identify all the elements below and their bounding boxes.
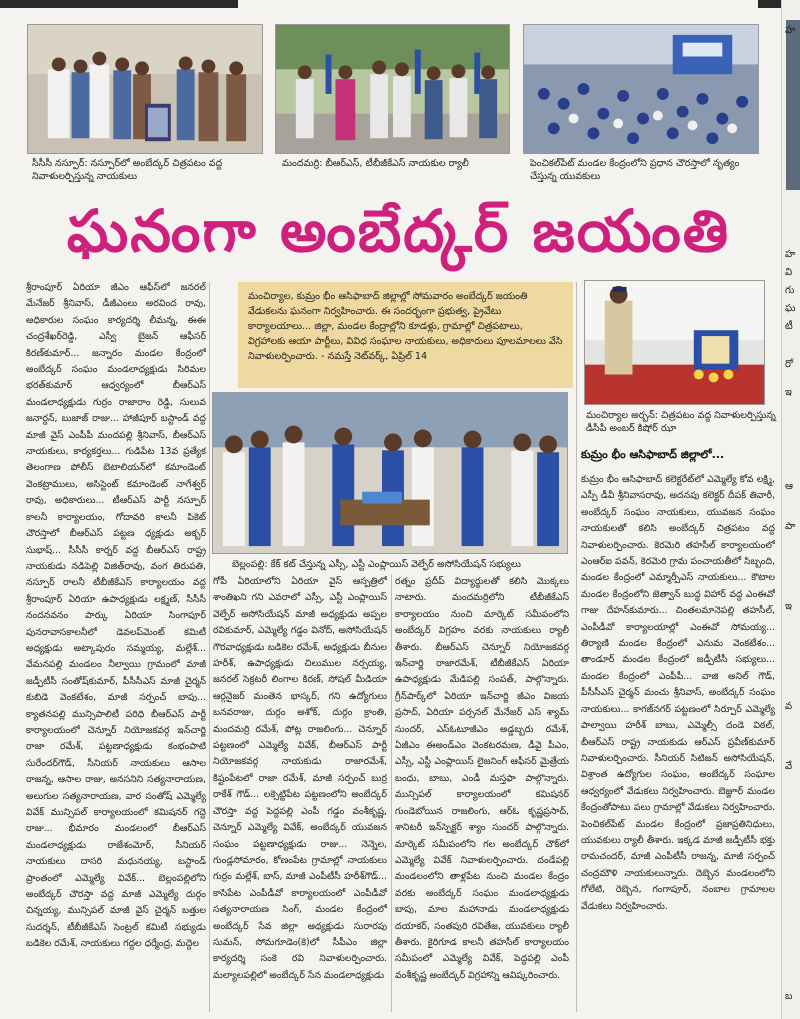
adjacent-glyph: ఇ	[785, 387, 792, 398]
adjacent-glyph: పా	[785, 521, 796, 532]
adjacent-glyph: వ	[785, 701, 793, 712]
district-subhead: కుమ్రం భీం ఆసిఫాబాద్ జిల్లాలో...	[581, 448, 725, 461]
caption-photo5: బెల్లంపల్లి: కేక్ కట్ చేస్తున్న ఎస్సీ, ఎస్టీ ఎంప్లాయిస్ వెల్ఫేర్ అసోసియేషన్ సభ్యులు	[232, 559, 521, 570]
summary-box: మంచిర్యాల, కుమ్రం భీం ఆసిఫాబాద్ జిల్లాల్లో సోమవారం అంబేద్కర్ జయంతి వేడుకలను ఘనంగా నిర్వహించారు. ఈ సందర్భంగా ప్రభుత్వ, ప్రైవేటు కార్యాలయాలు... జిల్లా, మండల కేంద్రాల్లోని కూడళ్లు, గ్రామాల్లో చిత్రపటాలు, విగ్రహాలకు ఆయా పార్టీలు, వివిధ సంఘాల నాయకులు, అధికారులు పూలమాలలు వేసి నివాళులర్పించారు. - నమస్తే నెట్‌వర్క్, ఏప్రిల్ 14	[238, 282, 573, 388]
adjacent-glyph: ఇ	[785, 601, 792, 612]
headline: ఘనంగా అంబేద్కర్ జయంతి	[66, 197, 731, 265]
article-column-2: గోపీ ఏరియాలోని ఏరియా వైస్ ఆస్పత్రిలో శాంతిఖని గని ఎవరాలో ఎస్సీ, ఎస్టీ ఎంప్లాయిస్ వెల్ఫేర్ అసోసియేషన్ మాజీ అధ్యక్షుడు అప్పల రవికుమార్, ఎమ్మెల్యే గడ్డం వినోద్, అసోసియేషన్ గౌరవాధ్యక్షుడు బడికెల రమేశ్, అధ్యక్షుడు బీనుల హరీశ్, ఉపాధ్యక్షుడు చిలుముల నర్సయ్య, జనరల్ సెక్రటరీ లింగాల కిరణ్, సోషల్ మీడియా ఆర్గనైజర్ మంతెన భాస్కర్, గని ఉద్యోగులు బనవరాజు, దుర్గం అశోక్, దుర్గం క్రాంతి, మందమర్రి రమేశ్, పోట్ల రాజలింగు... చెన్నూర్ పట్టణంలో ఎమ్మెల్యే వివేక్, బీఆర్ఎస్ పార్టీ నియోజకవర్గ నాయకుడు రాజారమేశ్, కిష్టంపేటలో రాజా రమేశ్, మాజీ సర్పంచ్ బుర్ర రాకేశ్ గౌడ్... లక్సెట్టిపేట పట్టణంలోని అంబేద్కర్ చౌరస్తా వద్ద పెద్దపల్లి ఎంపీ గడ్డం వంశీకృష్ణ, చెన్నూర్ ఎమ్మెల్యే వివేక్, అంబేద్కర్ యువజన సంఘం పట్టణాధ్యక్షుడు రాజు... నెన్నెల, గుండ్లసోమారం, కోణంపేట గ్రామాల్లో నాయకులు గుర్రం మల్లేశ్, బాస్, మాజీ ఎంపీటీసీ హరీశ్‌గౌడ్... కాసిపేట ఎంపీడీవో కార్యాలయంలో ఎంపీడీవో సత్యనారాయణ సింగ్, మండల కేంద్రంలో అంబేద్కర్ సేవ జిల్లా అధ్యక్షుడు సురారపు సుమన్, సోమగూడెం(కె)లో సీపీఎం జిల్లా కార్యదర్శి సంకె రవి నివాళులర్పించారు. మల్యాలపల్లిలో అంబేద్కర్ సేన మండలాధ్యక్షుడు	[213, 576, 387, 981]
photo-mandamarri-rally	[275, 24, 510, 154]
adjacent-glyph: బ	[785, 991, 793, 1002]
caption-photo1: సీసీసీ నస్పూర్: నస్పూర్‌లో అంబేద్కర్ చిత్రపటం వద్ద నివాళులర్పిస్తున్న నాయకులు	[32, 158, 223, 182]
adjacent-page-strip	[781, 0, 800, 1019]
column-divider	[576, 282, 577, 1012]
adjacent-glyph: గు	[785, 285, 795, 296]
adjacent-glyph: ఆ	[785, 481, 793, 492]
top-rule	[0, 0, 800, 8]
adjacent-photo	[786, 20, 800, 190]
adjacent-glyph: రో	[785, 359, 794, 370]
photo-dcp-tribute	[584, 280, 765, 405]
adjacent-glyph: ఘ	[785, 303, 796, 314]
adjacent-glyph: హ	[785, 25, 796, 36]
column-divider	[209, 282, 210, 1012]
article-column-4: కుమ్రం భీం ఆసిఫాబాద్ కలెక్టరేట్‌లో ఎమ్మెల్యే కోవ లక్ష్మి, ఎస్పీ డీవీ శ్రీనివాసరావు, అదనపు కలెక్టర్ దీపక్ తివారీ, అంబేద్కర్ సంఘం నాయకులు, యువజన సంఘం నాయకులతో కలిసి అంబేద్కర్ చిత్రపటం వద్ద నివాళులర్పించారు. కెరమెరి తహసీల్ కార్యాలయంలో ఎంఆర్‌ఐ పవన్, కెరమెరి గ్రామ పంచాయతీలో సిబ్బంది, మండల కేంద్రంలో ఎమ్మార్పీఎస్ నాయకులు... కౌటాల మండల కేంద్రంలోని జెత్వాన్ బుద్ధ విహార్ వద్ద ఎంఈవో గాజు దేహన్‌కుమారు... చింతలమానెపల్లి తహసీల్, ఎంపీడీవో కార్యాలయాల్లో ఎంఈవో సోమయ్య... తిర్యాణి మండల కేంద్రంలో ఎనుమ వెంకటేశం... తాండూర్ మండల కేంద్రంలో జడ్పీటీసీ సభ్యులు... మండల కేంద్రంలో ఎంపీపీ... వాజి అనిల్ గౌడ్, పీసీసీఎస్ చైర్మన్ మంచు శ్రీనివాస్, అంబేద్కర్ సంఘం నాయకులు... కాగజ్‌నగర్ పట్టణంలో సిర్పూర్ ఎమ్మెల్యే పాల్వాయి హరీశ్ బాబు, ఎమ్మెల్సీ దండె విఠల్, బీఆర్ఎస్ రాష్ట్ర నాయకుడు ఆర్ఎస్ ప్రవీణ్‌కుమార్ నివాళులర్పించారు. సీనియర్ సిటిజన్ అసోసియేషన్, విశ్రాంత ఉద్యోగుల సంఘం, అంబేద్కర్ సంఘాల ఆధ్వర్యంలో వేడుకలు నిర్వహించారు. బెజ్జూర్ మండల కేంద్రంతోపాటు పలు గ్రామాల్లో వేడుకలు నిర్వహించారు. పెంచికల్‌పేట్ మండల కేంద్రంలో ప్రజాప్రతినిధులు, యువకులు ర్యాలీ తీశారు. ఇక్కడ మాజీ జడ్పీటీసీ భక్తు రామచందర్, మాజీ ఎంపీటీసీ రాజన్న, మాజీ సర్పంచ్ చంద్రమౌళి నాయకులున్నారు. దెబ్బెన మండలంలోని గోలేటి, రెబ్బెన, గంగాపూర్, నంబాల గ్రామాలల వేడుకలు నిర్వహించారు.	[581, 474, 775, 912]
photo-nasspur-leaders	[27, 24, 263, 154]
adjacent-glyph: వే	[785, 761, 793, 772]
photo-bellampalli-cake	[212, 392, 568, 554]
article-column-3: రత్నం ప్రదీప్ విద్యార్థులతో కలిసి మొక్కలు నాటారు. మందమర్రిలోని టీబీజీకేఎస్ కార్యాలయం నుంచి మార్కెట్ సమీపంలోని అంబేద్కర్ విగ్రహం వరకు నాయకులు ర్యాలీ తీశారు. బీఆర్ఎస్ చెన్నూర్ నియోజకవర్గ ఇన్‌చార్జి రాజారమేశ్, టీబీజీకేఎస్ ఏరియా ఉపాధ్యక్షుడు మేడిపల్లి సంపత్, పాల్గొన్నారు. గ్రీన్‌పార్క్‌లో ఏరియా ఇన్‌చార్జి జీఎం విజయ ప్రసాద్, ఏరియా పర్సనల్ మేనేజర్ ఎస్ శ్యామ్ సుందర్, ఎస్‌ఓటూజీఎం అడ్డబ్బరు రమేశ్, ఏజీఎం ఈఅండ్ఎం వెంకటరమణ, డీవై పీఎం, ఎస్సీ, ఎస్టీ ఎంప్లాయిస్ లైజనింగ్ ఆఫీసర్ మైత్రేయ బంధు, బాబు, ఎండీ మస్తఫా పాల్గొన్నారు. మున్సిపల్ కార్యాలయంలో కమిషనర్ గుండెబోయిన రాజలింగు, ఆర్‌ఓ కృష్ణప్రసాద్, శానిటరీ ఇన్‌స్పెక్టర్ శ్యాం సుందర్ పాల్గొన్నారు. మార్కెట్ సమీపంలోని గల అంబేద్కర్ చౌక్‌లో ఎమ్మెల్యే వివేక్ నివాళులర్పించారు. దండేపల్లి మండలంలోని తాళ్లపేట నుంచి మండల కేంద్రం వరకు అంబేద్కర్ సంఘం మండలాధ్యక్షుడు బాపు, మాల మహానాడు మండలాధ్యక్షుడు దయాకర్, సంతపురి రవితేజ, యువకులు ర్యాలీ తీశారు. కైరిగూడ కాలనీ తహసీల్ కార్యాలయం సమీపంలో ఎమ్మెల్యే వివేక్, పెద్దపల్లి ఎంపీ వంశీకృష్ణ అంబేద్కర్ విగ్రహాన్ని ఆవిష్కరించారు.	[395, 576, 569, 981]
adjacent-glyph: టీ	[785, 321, 793, 332]
adjacent-glyph: వి	[785, 267, 793, 278]
caption-photo3: పెంచికల్‌పేట్ మండల కేంద్రంలోని ప్రధాన చౌరస్తాలో నృత్యం చేస్తున్న యువకులు	[530, 158, 740, 182]
caption-photo4: మంచిర్యాల అర్బన్: చిత్రపటం వద్ద నివాళులర్పిస్తున్న డీసీపీ అంబర్ కిషోర్ ఝా	[586, 410, 776, 434]
article-column-1: శ్రీరాంపూర్ ఏరియా జీఎం ఆఫీస్‌లో జనరల్ మేనేజర్ శ్రీనివాస్, డీజీఎంలు అరవింద రావు, అధికారుల సంఘం కార్యదర్శి లీమన్న, ఈఈ చంద్రశేఖర్‌రెడ్డి, ఎస్వీ బైజన్ ఆఫీసర్ కిరణ్‌కుమార్... జన్నారం మండల కేంద్రంలో అంబేద్కర్ సంఘం మండలాధ్యక్షుడు సిరిమల భరత్‌కుమార్ ఆధ్వర్యంలో బీఆర్ఎస్ మండలాధ్యక్షుడు గుర్రం రాజారాం రెడ్డి, సులువ జనార్దన్, బుజాజ్ రాజు... హాజీపూర్ బస్టాండ్ వద్ద మాజీ వైస్ ఎంపీపీ మందపల్లి శ్రీనివాస్, బీఆర్ఎస్ నాయకులు, కార్యకర్తలు... గుడిపేట 13వ ప్రత్యేక తెలంగాణ పోలీస్ బెటాలియన్‌లో కమాండెంట్ వెంకట్రాములు, అసిస్టెంట్ కమాండెంట్ నాగేశ్వర్ రావు, అధికారులు... టీఆర్ఎస్ పార్టీ నస్పూర్ కాలనీ కార్యాలయం, గోదావరి కాలనీ పికెట్ చౌరస్తాలో బీఆర్ఎస్ పట్టణ ధ్యక్షుడు అక్బర్ సుభాష్... సీసీసీ కార్నర్ వద్ద బీఆర్ఎస్ రాష్ట్ర నాయకుడు నడిపెల్లి విజిత్‌రావు, వంగ తిరుపతి, నస్పూర్ రాలనీ టీబీజీకేఎస్ కార్యాలయం వద్ద శ్రీరాంపూర్ ఏరియా ఉపాధ్యక్షుడు లక్ష్మణ్, సీసీసీ నందనవనం పార్కు ఏరియా సింగాపూర్ పునరావాసకాలనీలో డెవలప్‌మెంట్ కమిటీ అధ్యక్షుడు అట్కాపురం సమ్మయ్య, మల్లేశ్... వేమనపల్లి మండలం నీల్వాయి గ్రామంలో మాజీ జడ్పీటీసీ సంతోష్‌కుమార్, పీసీసీఎస్ మాజీ చైర్మన్ కుబిడె వెంకటేశం, మాజీ సర్పంచ్ బాపు... క్యాతనపల్లి మున్సిపాలిటీ పరిధి బీఆర్ఎస్ పార్టీ కార్యాలయంలో చెన్నూర్ నియోజకవర్గ ఇన్‌చార్జి రాజా రమేశ్, పట్టణాధ్యక్షుడు కంభంపాటి సురేందర్‌గౌడ్, సీనియర్ నాయకులు ఆసాల రాజన్న, ఆసాల రాజు, అనసనిని సత్యనారాయణ, అలుగుల సత్యనారాయణ, వార సంతోష్ ఎమ్మెల్యే వివేక్ మున్సిపల్ కార్యాలయంలో కమిషనర్ గద్దె రాజు... భీమారం మండలంలో బీఆర్ఎస్ మండలాధ్యక్షుడు రాజేశంమోర్, సీనియర్ నాయకులు దాసరి మధునయ్య, బస్టాండ్ ప్రాంతంలో ఎమ్మెల్యే వివేక్... బెల్లంపల్లిలోని అంబేద్కర్ చౌరస్తా వద్ద మాజీ ఎమ్మెల్యే దుర్గం చిన్నయ్య, మున్సిపల్ మాజీ వైస్ చైర్మన్ బత్తుల సుదర్శన్, టీబీజీకేఎస్ సెంట్రల్ కమిటీ సభ్యుడు బడికెల రమేశ్, నాయకులు గద్దల ధర్మేంద్ర, మద్దెల	[26, 282, 206, 950]
caption-photo2: మందమర్రి: బీఆర్ఎస్, టీబీజీకేఎస్ నాయకుల ర్యాలీ	[282, 158, 469, 169]
photo-penchikalpet-dance	[523, 24, 759, 154]
column-divider	[391, 574, 392, 1012]
adjacent-glyph: హ	[785, 249, 796, 260]
